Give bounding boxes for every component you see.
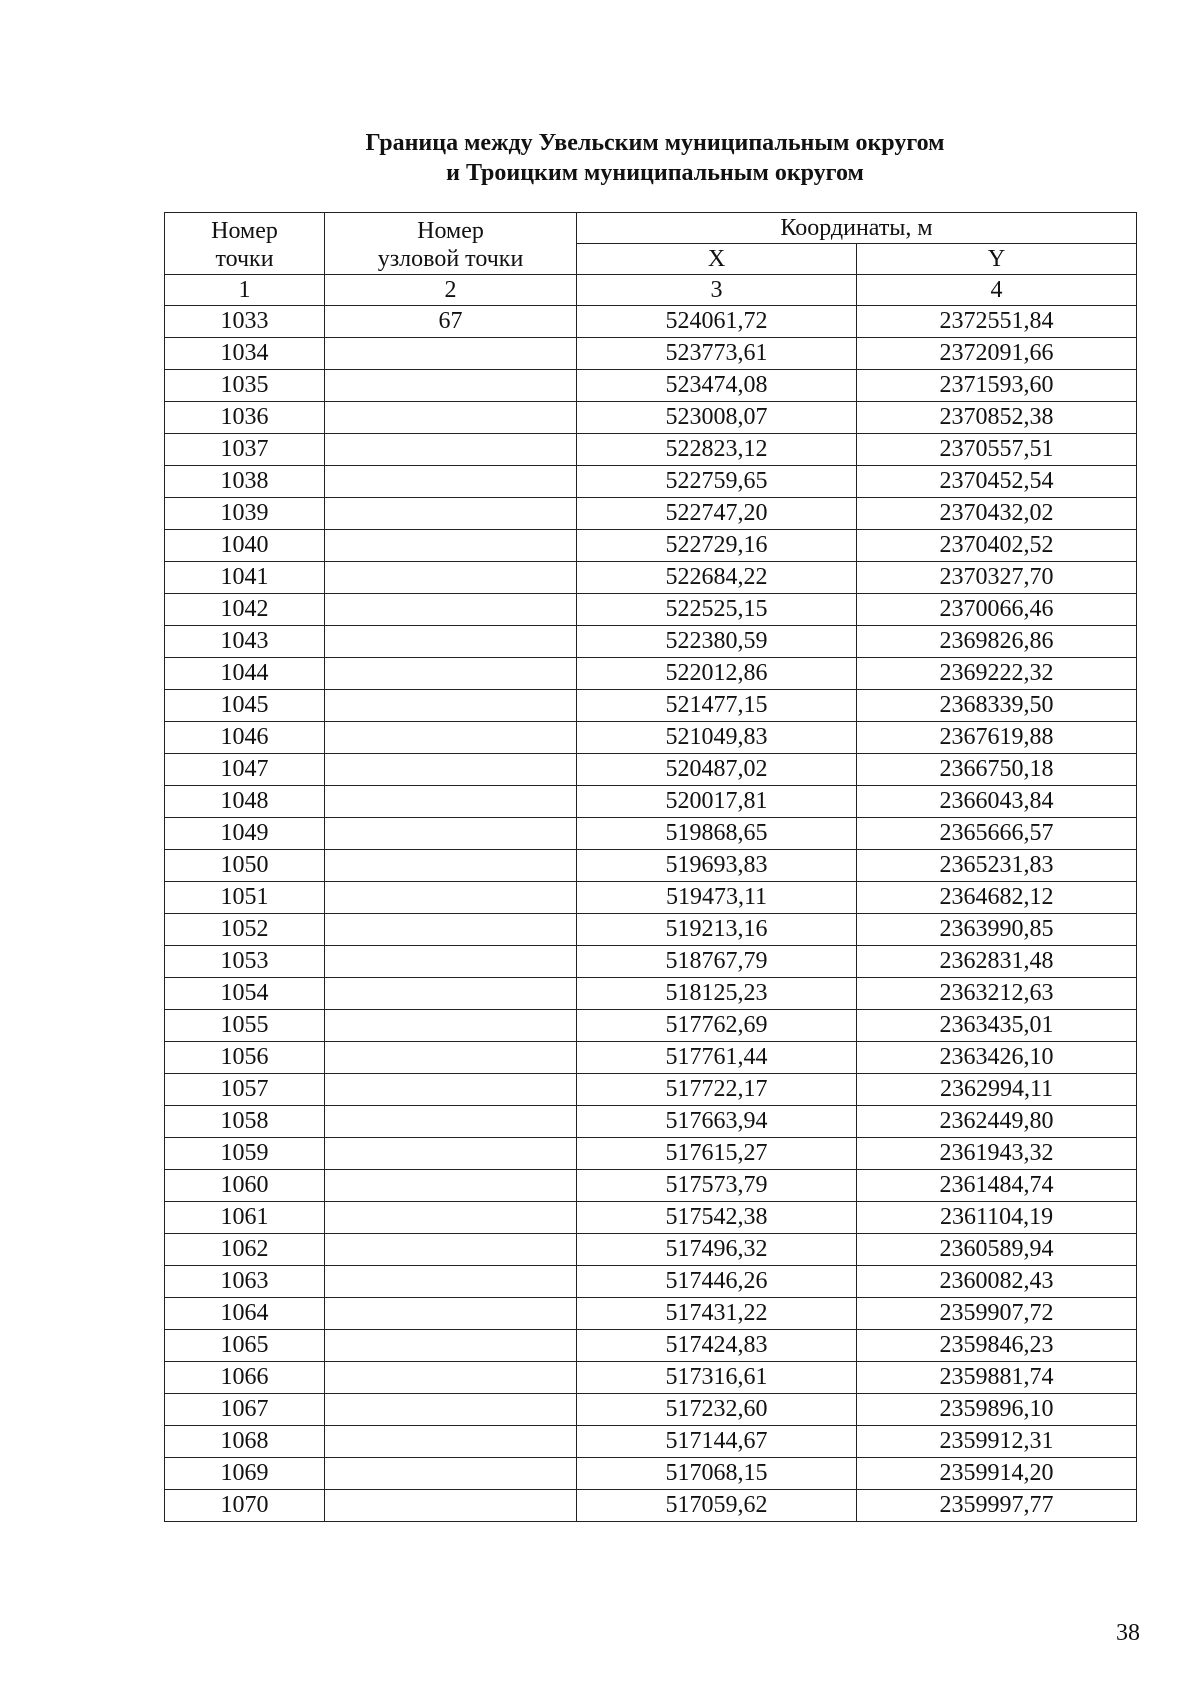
y-coordinate-cell: 2359896,10 xyxy=(857,1394,1137,1426)
table-row xyxy=(165,594,1137,626)
node-number-cell xyxy=(325,1042,577,1074)
y-coordinate-cell: 2369222,32 xyxy=(857,658,1137,690)
table-row xyxy=(165,1458,1137,1490)
y-coordinate-cell: 2359997,77 xyxy=(857,1490,1137,1522)
node-number-cell xyxy=(325,434,577,466)
y-coordinate-cell: 2360589,94 xyxy=(857,1234,1137,1266)
table-row xyxy=(165,1330,1137,1362)
table-row xyxy=(165,1010,1137,1042)
table-row xyxy=(165,1266,1137,1298)
x-coordinate-cell: 522729,16 xyxy=(577,530,857,562)
header-x: X xyxy=(577,244,857,275)
node-number-cell xyxy=(325,402,577,434)
node-number-cell xyxy=(325,626,577,658)
point-number-cell: 1065 xyxy=(165,1330,325,1362)
table-row xyxy=(165,1298,1137,1330)
point-number-cell: 1046 xyxy=(165,722,325,754)
header-node-number-line-1: Номер xyxy=(417,217,484,244)
point-number-cell: 1043 xyxy=(165,626,325,658)
x-coordinate-cell: 522684,22 xyxy=(577,562,857,594)
x-coordinate-cell: 522823,12 xyxy=(577,434,857,466)
y-coordinate-cell: 2361943,32 xyxy=(857,1138,1137,1170)
point-number-cell: 1070 xyxy=(165,1490,325,1522)
point-number-cell: 1035 xyxy=(165,370,325,402)
column-number-4: 4 xyxy=(857,275,1137,306)
node-number-cell xyxy=(325,370,577,402)
header-node-number xyxy=(325,213,577,275)
y-coordinate-cell: 2370066,46 xyxy=(857,594,1137,626)
node-number-cell xyxy=(325,1170,577,1202)
x-coordinate-cell: 523773,61 xyxy=(577,338,857,370)
x-coordinate-cell: 522525,15 xyxy=(577,594,857,626)
x-coordinate-cell: 523008,07 xyxy=(577,402,857,434)
table-row xyxy=(165,1490,1137,1522)
y-coordinate-cell: 2361104,19 xyxy=(857,1202,1137,1234)
x-coordinate-cell: 524061,72 xyxy=(577,306,857,338)
node-number-cell xyxy=(325,690,577,722)
x-coordinate-cell: 522747,20 xyxy=(577,498,857,530)
x-coordinate-cell: 519868,65 xyxy=(577,818,857,850)
node-number-cell xyxy=(325,818,577,850)
table-row xyxy=(165,978,1137,1010)
point-number-cell: 1069 xyxy=(165,1458,325,1490)
table-row xyxy=(165,498,1137,530)
x-coordinate-cell: 517059,62 xyxy=(577,1490,857,1522)
x-coordinate-cell: 519693,83 xyxy=(577,850,857,882)
x-coordinate-cell: 517068,15 xyxy=(577,1458,857,1490)
column-number-3: 3 xyxy=(577,275,857,306)
y-coordinate-cell: 2370452,54 xyxy=(857,466,1137,498)
column-number-2: 2 xyxy=(325,275,577,306)
table-row xyxy=(165,1170,1137,1202)
y-coordinate-cell: 2371593,60 xyxy=(857,370,1137,402)
point-number-cell: 1038 xyxy=(165,466,325,498)
x-coordinate-cell: 518767,79 xyxy=(577,946,857,978)
y-coordinate-cell: 2365666,57 xyxy=(857,818,1137,850)
table-row xyxy=(165,1394,1137,1426)
point-number-cell: 1034 xyxy=(165,338,325,370)
point-number-cell: 1064 xyxy=(165,1298,325,1330)
column-number-row xyxy=(165,275,1137,306)
node-number-cell xyxy=(325,562,577,594)
x-coordinate-cell: 517663,94 xyxy=(577,1106,857,1138)
node-number-cell xyxy=(325,1010,577,1042)
point-number-cell: 1049 xyxy=(165,818,325,850)
point-number-cell: 1050 xyxy=(165,850,325,882)
table-row xyxy=(165,626,1137,658)
table-body xyxy=(165,306,1137,1522)
document-title xyxy=(0,128,1200,188)
node-number-cell xyxy=(325,754,577,786)
y-coordinate-cell: 2363426,10 xyxy=(857,1042,1137,1074)
header-point-number-line-2: точки xyxy=(215,245,274,272)
y-coordinate-cell: 2366043,84 xyxy=(857,786,1137,818)
x-coordinate-cell: 519213,16 xyxy=(577,914,857,946)
header-point-number xyxy=(165,213,325,275)
y-coordinate-cell: 2365231,83 xyxy=(857,850,1137,882)
x-coordinate-cell: 517722,17 xyxy=(577,1074,857,1106)
point-number-cell: 1056 xyxy=(165,1042,325,1074)
node-number-cell xyxy=(325,1394,577,1426)
table-row xyxy=(165,434,1137,466)
table-row xyxy=(165,1074,1137,1106)
point-number-cell: 1047 xyxy=(165,754,325,786)
node-number-cell xyxy=(325,946,577,978)
y-coordinate-cell: 2362831,48 xyxy=(857,946,1137,978)
point-number-cell: 1039 xyxy=(165,498,325,530)
x-coordinate-cell: 517496,32 xyxy=(577,1234,857,1266)
table-row xyxy=(165,690,1137,722)
point-number-cell: 1058 xyxy=(165,1106,325,1138)
title-line-2: и Троицким муниципальным округом xyxy=(446,160,864,186)
column-number-1: 1 xyxy=(165,275,325,306)
x-coordinate-cell: 520487,02 xyxy=(577,754,857,786)
point-number-cell: 1061 xyxy=(165,1202,325,1234)
point-number-cell: 1060 xyxy=(165,1170,325,1202)
node-number-cell xyxy=(325,658,577,690)
node-number-cell xyxy=(325,850,577,882)
x-coordinate-cell: 520017,81 xyxy=(577,786,857,818)
table-row xyxy=(165,1234,1137,1266)
y-coordinate-cell: 2363435,01 xyxy=(857,1010,1137,1042)
y-coordinate-cell: 2362449,80 xyxy=(857,1106,1137,1138)
table-row xyxy=(165,466,1137,498)
y-coordinate-cell: 2359846,23 xyxy=(857,1330,1137,1362)
header-y: Y xyxy=(857,244,1137,275)
table-row xyxy=(165,850,1137,882)
table-row xyxy=(165,562,1137,594)
y-coordinate-cell: 2370852,38 xyxy=(857,402,1137,434)
node-number-cell xyxy=(325,1138,577,1170)
y-coordinate-cell: 2359912,31 xyxy=(857,1426,1137,1458)
point-number-cell: 1042 xyxy=(165,594,325,626)
y-coordinate-cell: 2359914,20 xyxy=(857,1458,1137,1490)
point-number-cell: 1068 xyxy=(165,1426,325,1458)
y-coordinate-cell: 2369826,86 xyxy=(857,626,1137,658)
node-number-cell xyxy=(325,498,577,530)
point-number-cell: 1066 xyxy=(165,1362,325,1394)
header-row xyxy=(165,213,1137,244)
point-number-cell: 1063 xyxy=(165,1266,325,1298)
y-coordinate-cell: 2372091,66 xyxy=(857,338,1137,370)
table-row xyxy=(165,370,1137,402)
x-coordinate-cell: 517424,83 xyxy=(577,1330,857,1362)
node-number-cell xyxy=(325,1490,577,1522)
y-coordinate-cell: 2361484,74 xyxy=(857,1170,1137,1202)
point-number-cell: 1048 xyxy=(165,786,325,818)
y-coordinate-cell: 2367619,88 xyxy=(857,722,1137,754)
y-coordinate-cell: 2372551,84 xyxy=(857,306,1137,338)
y-coordinate-cell: 2360082,43 xyxy=(857,1266,1137,1298)
point-number-cell: 1055 xyxy=(165,1010,325,1042)
x-coordinate-cell: 517431,22 xyxy=(577,1298,857,1330)
x-coordinate-cell: 517316,61 xyxy=(577,1362,857,1394)
node-number-cell xyxy=(325,1458,577,1490)
y-coordinate-cell: 2359907,72 xyxy=(857,1298,1137,1330)
y-coordinate-cell: 2363990,85 xyxy=(857,914,1137,946)
point-number-cell: 1037 xyxy=(165,434,325,466)
y-coordinate-cell: 2359881,74 xyxy=(857,1362,1137,1394)
point-number-cell: 1054 xyxy=(165,978,325,1010)
node-number-cell xyxy=(325,1426,577,1458)
table-row xyxy=(165,1202,1137,1234)
point-number-cell: 1045 xyxy=(165,690,325,722)
y-coordinate-cell: 2370557,51 xyxy=(857,434,1137,466)
header-point-number-line-1: Номер xyxy=(211,217,278,244)
node-number-cell xyxy=(325,882,577,914)
x-coordinate-cell: 517615,27 xyxy=(577,1138,857,1170)
node-number-cell xyxy=(325,1234,577,1266)
point-number-cell: 1059 xyxy=(165,1138,325,1170)
x-coordinate-cell: 517761,44 xyxy=(577,1042,857,1074)
table-row xyxy=(165,1426,1137,1458)
node-number-cell xyxy=(325,338,577,370)
y-coordinate-cell: 2363212,63 xyxy=(857,978,1137,1010)
node-number-cell xyxy=(325,1202,577,1234)
x-coordinate-cell: 522012,86 xyxy=(577,658,857,690)
node-number-cell xyxy=(325,722,577,754)
table-row xyxy=(165,658,1137,690)
point-number-cell: 1040 xyxy=(165,530,325,562)
node-number-cell xyxy=(325,1074,577,1106)
table-row xyxy=(165,338,1137,370)
point-number-cell: 1051 xyxy=(165,882,325,914)
x-coordinate-cell: 521049,83 xyxy=(577,722,857,754)
table-row xyxy=(165,754,1137,786)
x-coordinate-cell: 518125,23 xyxy=(577,978,857,1010)
table-row xyxy=(165,946,1137,978)
point-number-cell: 1057 xyxy=(165,1074,325,1106)
y-coordinate-cell: 2370432,02 xyxy=(857,498,1137,530)
point-number-cell: 1067 xyxy=(165,1394,325,1426)
point-number-cell: 1062 xyxy=(165,1234,325,1266)
table-row xyxy=(165,530,1137,562)
header-coordinates: Координаты, м xyxy=(577,213,1137,244)
node-number-cell xyxy=(325,1298,577,1330)
x-coordinate-cell: 522380,59 xyxy=(577,626,857,658)
x-coordinate-cell: 517573,79 xyxy=(577,1170,857,1202)
point-number-cell: 1036 xyxy=(165,402,325,434)
table-row xyxy=(165,882,1137,914)
node-number-cell xyxy=(325,786,577,818)
table-row xyxy=(165,914,1137,946)
point-number-cell: 1044 xyxy=(165,658,325,690)
table-row xyxy=(165,1106,1137,1138)
title-line-1: Граница между Увельским муниципальным округом xyxy=(365,130,945,156)
header-node-number-line-2: узловой точки xyxy=(377,245,524,272)
coordinates-table xyxy=(164,212,1137,1522)
x-coordinate-cell: 519473,11 xyxy=(577,882,857,914)
node-number-cell: 67 xyxy=(325,306,577,338)
y-coordinate-cell: 2370327,70 xyxy=(857,562,1137,594)
table-row xyxy=(165,1042,1137,1074)
node-number-cell xyxy=(325,914,577,946)
point-number-cell: 1041 xyxy=(165,562,325,594)
table-row xyxy=(165,722,1137,754)
x-coordinate-cell: 517232,60 xyxy=(577,1394,857,1426)
node-number-cell xyxy=(325,594,577,626)
table-row xyxy=(165,402,1137,434)
x-coordinate-cell: 521477,15 xyxy=(577,690,857,722)
node-number-cell xyxy=(325,466,577,498)
node-number-cell xyxy=(325,530,577,562)
point-number-cell: 1053 xyxy=(165,946,325,978)
table-row xyxy=(165,786,1137,818)
table-row xyxy=(165,818,1137,850)
y-coordinate-cell: 2370402,52 xyxy=(857,530,1137,562)
x-coordinate-cell: 517446,26 xyxy=(577,1266,857,1298)
page-number: 38 xyxy=(1116,1620,1140,1646)
y-coordinate-cell: 2366750,18 xyxy=(857,754,1137,786)
x-coordinate-cell: 522759,65 xyxy=(577,466,857,498)
node-number-cell xyxy=(325,1362,577,1394)
node-number-cell xyxy=(325,1330,577,1362)
node-number-cell xyxy=(325,1106,577,1138)
node-number-cell xyxy=(325,978,577,1010)
table-row xyxy=(165,1138,1137,1170)
point-number-cell: 1052 xyxy=(165,914,325,946)
node-number-cell xyxy=(325,1266,577,1298)
point-number-cell: 1033 xyxy=(165,306,325,338)
x-coordinate-cell: 517542,38 xyxy=(577,1202,857,1234)
table-row xyxy=(165,1362,1137,1394)
x-coordinate-cell: 517144,67 xyxy=(577,1426,857,1458)
y-coordinate-cell: 2362994,11 xyxy=(857,1074,1137,1106)
y-coordinate-cell: 2368339,50 xyxy=(857,690,1137,722)
y-coordinate-cell: 2364682,12 xyxy=(857,882,1137,914)
table-row xyxy=(165,306,1137,338)
x-coordinate-cell: 517762,69 xyxy=(577,1010,857,1042)
x-coordinate-cell: 523474,08 xyxy=(577,370,857,402)
